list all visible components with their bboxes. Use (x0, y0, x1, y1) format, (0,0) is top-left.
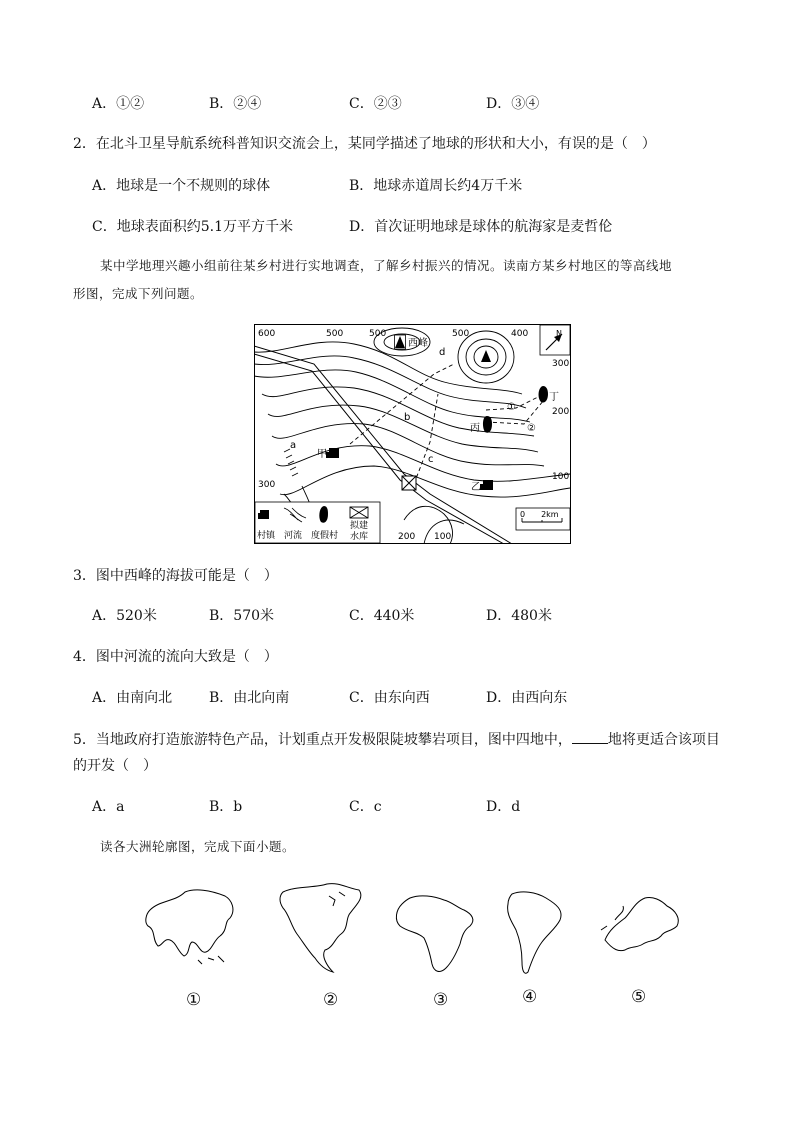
africa-outline (390, 890, 480, 980)
q2-option-d: D．首次证明地球是球体的航海家是麦哲伦 (349, 219, 613, 235)
europe-outline (595, 890, 685, 960)
asia-outline (140, 880, 240, 970)
intro2-text: 读各大洲轮廓图，完成下面小题。 (100, 839, 296, 854)
q1-option-b: B．②④ (209, 96, 262, 112)
place-yi: 乙 (471, 482, 481, 493)
contour-label-500c: 500 (452, 329, 470, 339)
south-america-outline (500, 886, 570, 981)
q5-stem-part1: 5．当地政府打造旅游特色产品，计划重点开发极限陡坡攀岩项目，图中四地中， (73, 732, 572, 748)
contour-label-100b: 100 (552, 472, 570, 482)
place-ding: 丁 (549, 392, 559, 403)
q3-option-a: A．520米 (92, 608, 157, 624)
q2-option-a: A．地球是一个不规则的球体 (92, 178, 271, 194)
contour-map (254, 324, 571, 544)
intro-text-line1: 某中学地理兴趣小组前往某乡村进行实地调查，了解乡村振兴的情况。读南方某乡村地区的等高线地 (100, 258, 673, 273)
q5-option-a: A．a (92, 799, 125, 815)
q5-answer-blank (572, 729, 608, 744)
peak-label: 西峰 (408, 338, 428, 349)
route-1: ① (507, 402, 516, 413)
point-b: b (404, 412, 411, 423)
continent-number-1: ① (186, 990, 202, 1010)
q5-stem-part2: 地将更适合该项目 (607, 732, 720, 748)
q5-option-b: B．b (209, 799, 243, 815)
legend-river: 河流 (284, 531, 303, 541)
q2-stem: 2．在北斗卫星导航系统科普知识交流会上，某同学描述了地球的形状和大小，有误的是（ ） (73, 136, 656, 152)
continent-number-4: ④ (522, 987, 538, 1007)
q1-option-c: C．②③ (349, 96, 402, 112)
point-c: c (428, 454, 434, 465)
q2-option-b: B．地球赤道周长约4万千米 (349, 178, 523, 194)
q4-option-b: B．由北向南 (209, 690, 290, 706)
contour-label-600: 600 (258, 329, 276, 339)
scale-label: 0 2km (520, 510, 559, 519)
contour-label-300a: 300 (258, 480, 276, 490)
q4-stem: 4．图中河流的流向大致是（ ） (73, 649, 278, 665)
continent-number-2: ② (323, 990, 339, 1010)
legend-resort: 度假村 (311, 531, 339, 541)
legend-reservoir-1: 拟建 (350, 521, 369, 531)
contour-label-100a: 100 (434, 532, 452, 542)
q3-stem: 3．图中西峰的海拔可能是（ ） (73, 568, 278, 584)
contour-label-200a: 200 (398, 532, 416, 542)
point-a: a (290, 440, 297, 451)
point-d: d (439, 347, 446, 358)
contour-label-500a: 500 (326, 329, 344, 339)
q5-stem-line1 (73, 729, 720, 750)
q4-option-d: D．由西向东 (486, 690, 568, 706)
q4-option-c: C．由东向西 (349, 690, 430, 706)
route-2: ② (527, 423, 536, 434)
q5-option-c: C．c (349, 799, 382, 815)
intro-text-line2: 形图，完成下列问题。 (73, 286, 204, 301)
q3-option-b: B．570米 (209, 608, 275, 624)
continent-number-5: ⑤ (631, 987, 647, 1007)
contour-label-500b: 500 (369, 329, 387, 339)
legend-town: 村镇 (257, 531, 276, 541)
legend-reservoir-2: 水库 (350, 532, 369, 542)
contour-label-200b: 200 (552, 407, 570, 417)
place-bing: 丙 (470, 423, 480, 434)
north-america-outline (275, 878, 370, 978)
q4-option-a: A．由南向北 (92, 690, 173, 706)
contour-label-300b: 300 (552, 359, 570, 369)
q5-option-d: D．d (486, 799, 521, 815)
place-jia: 甲 (317, 449, 327, 460)
q2-option-c: C．地球表面积约5.1万平方千米 (92, 219, 293, 235)
q1-option-a: A．①② (92, 96, 145, 112)
q5-stem-line2: 的开发（ ） (73, 758, 157, 774)
north-label: N (556, 329, 562, 338)
q3-option-d: D．480米 (486, 608, 552, 624)
contour-label-400: 400 (511, 329, 529, 339)
q3-option-c: C．440米 (349, 608, 415, 624)
continent-number-3: ③ (433, 990, 449, 1010)
q1-option-d: D．③④ (486, 96, 540, 112)
